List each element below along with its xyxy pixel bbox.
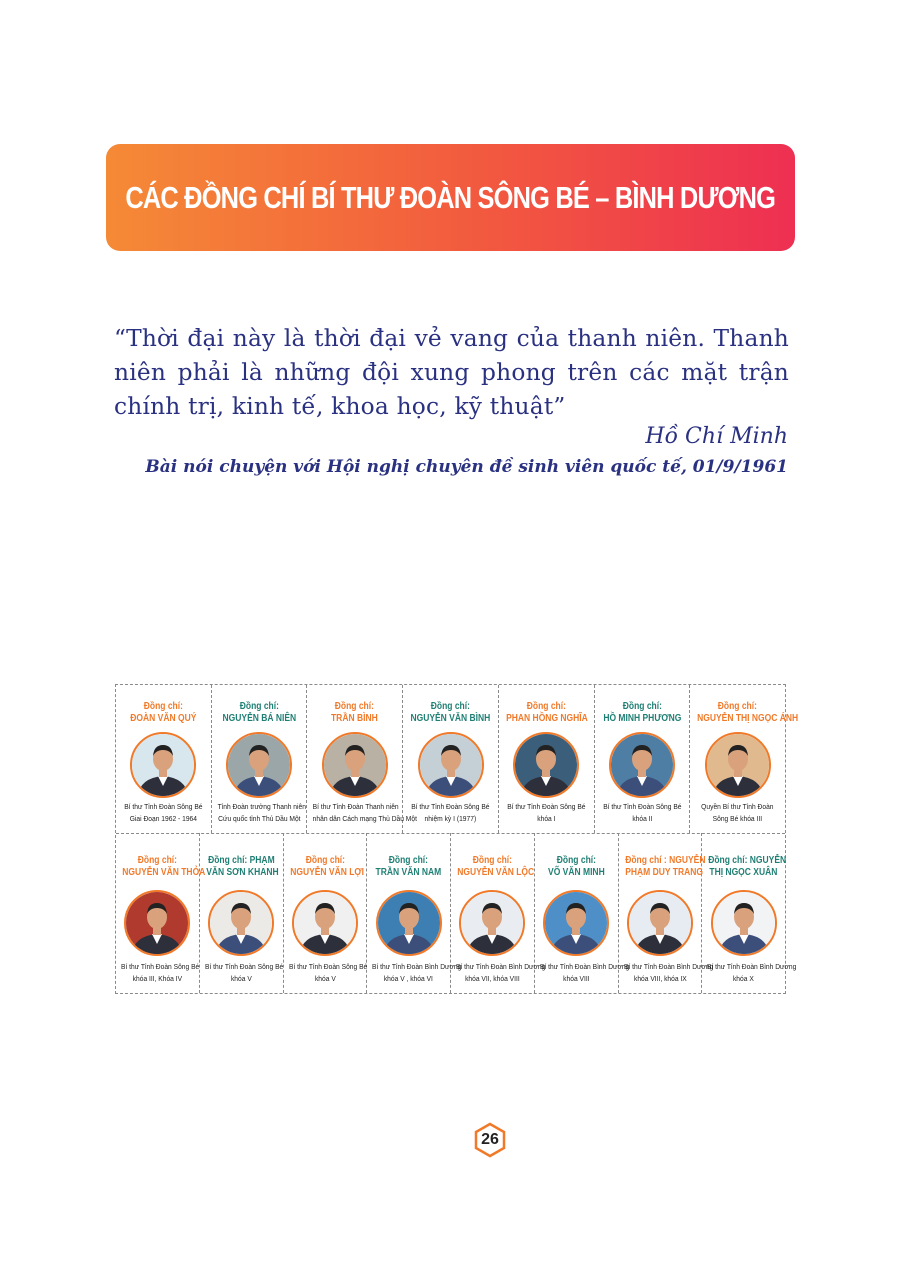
caption-line2: khóa X xyxy=(733,974,755,983)
caption-line1: Bí thư Tỉnh Đoàn Sông Bé xyxy=(411,802,490,811)
caption-line1: Bí thư Tỉnh Đoàn Bình Dương xyxy=(623,962,713,971)
secretary-name-line2: NGUYỄN THỊ NGỌC ÁNH xyxy=(697,713,799,724)
caption-line2: Sông Bé khóa III xyxy=(712,814,763,823)
portrait-photo xyxy=(609,732,675,798)
secretary-name-line1: Đồng chí: xyxy=(239,701,279,712)
secretary-name-line1: Đồng chí: PHẠM xyxy=(207,855,275,866)
portrait-photo xyxy=(459,890,525,956)
secretary-name xyxy=(123,701,204,727)
secretary-caption xyxy=(696,801,779,825)
caption-line2: khóa V xyxy=(230,974,252,983)
secretary-name xyxy=(205,855,279,881)
secretary-card xyxy=(307,685,418,833)
secretary-name-line1: Đồng chí: xyxy=(526,701,566,712)
caption-line1: Bí thư Tỉnh Đoàn Sông Bé xyxy=(507,802,586,811)
portrait-photo xyxy=(543,890,609,956)
secretary-name-line2: PHAN HỒNG NGHĨA xyxy=(505,713,588,724)
secretary-name-line1: Đồng chí: xyxy=(472,855,512,866)
secretary-name xyxy=(219,701,300,727)
secretary-card xyxy=(702,833,797,993)
secretary-card xyxy=(284,833,368,993)
caption-line1: Quyền Bí thư Tỉnh Đoàn xyxy=(701,802,774,811)
secretary-name-line2: PHẠM DUY TRANG xyxy=(624,867,703,878)
secretary-card xyxy=(451,833,546,993)
secretary-card xyxy=(200,833,284,993)
caption-line2: khóa V xyxy=(314,974,336,983)
portrait-photo xyxy=(418,732,484,798)
portrait-photo xyxy=(513,732,579,798)
secretary-caption xyxy=(707,961,797,985)
secretary-name-line2: NGUYỄN VĂN BÌNH xyxy=(410,713,491,724)
secretary-name-line2: NGUYỄN VĂN LỘC xyxy=(457,867,535,878)
caption-line2: khóa I xyxy=(537,814,556,823)
secretary-name xyxy=(602,701,683,727)
caption-line2: nhân dân Cách mạng Thủ Dầu Một xyxy=(313,814,418,823)
secretary-caption xyxy=(204,961,283,985)
secretary-card xyxy=(116,685,212,833)
secretary-card xyxy=(367,833,462,993)
portrait-photo xyxy=(322,732,388,798)
caption-line1: Bí thư Tỉnh Đoàn Sông Bé xyxy=(602,802,682,811)
caption-line1: Bí thư Tỉnh Đoàn Sông Bé xyxy=(288,962,367,971)
secretary-name xyxy=(697,701,799,727)
quote-author: Hồ Chí Minh xyxy=(645,424,788,449)
secretary-name xyxy=(373,855,443,881)
portrait-photo xyxy=(705,732,771,798)
secretary-caption xyxy=(455,961,546,985)
secretary-name xyxy=(289,855,364,881)
secretary-name xyxy=(410,701,491,727)
secretary-name-line1: Đồng chí: xyxy=(137,855,177,866)
portrait-photo xyxy=(292,890,358,956)
quote-text: “Thời đại này là thời đại vẻ vang của thanh niên. Thanh niên phải là những đội xung phong trên các mặt trận chính trị, kinh tế, khoa học, kỹ thuật” xyxy=(114,325,789,420)
secretary-name-line1: Đồng chí: xyxy=(556,855,596,866)
secretary-caption xyxy=(288,961,367,985)
secretary-name-line2: NGUYỄN VĂN LỢI xyxy=(289,867,364,878)
caption-line2: khóa VIII xyxy=(562,974,590,983)
secretary-caption xyxy=(120,961,200,985)
caption-line2: nhiệm kỳ I (1977) xyxy=(424,814,477,823)
secretary-caption xyxy=(409,801,492,825)
secretary-name xyxy=(315,701,396,727)
secretary-card xyxy=(499,685,595,833)
secretary-name-line2: ĐOÀN VĂN QUÝ xyxy=(130,713,197,724)
quote-source: Bài nói chuyện với Hội nghị chuyên đề sinh viên quốc tế, 01/9/1961 xyxy=(145,457,788,477)
portrait-photo xyxy=(208,890,274,956)
secretary-name-line2: HỒ MINH PHƯƠNG xyxy=(602,713,681,724)
secretary-name-line1: Đồng chí: xyxy=(622,701,662,712)
grid-row-1 xyxy=(116,685,799,834)
page-number-badge xyxy=(474,1122,506,1158)
secretary-name xyxy=(624,855,705,881)
secretary-name-line2: NGUYỄN VĂN THỎA xyxy=(122,867,206,878)
secretary-name-line2: TRẦN VĂN NAM xyxy=(375,867,442,878)
secretaries-grid xyxy=(115,684,799,994)
secretary-caption xyxy=(372,961,462,985)
grid-row-2 xyxy=(116,833,797,993)
secretary-caption xyxy=(623,961,713,985)
caption-line1: Bí thư Tỉnh Đoàn Thanh niên xyxy=(313,802,400,811)
secretary-name-line2: NGUYỄN BÁ NIÊN xyxy=(222,713,296,724)
secretary-name xyxy=(457,855,535,881)
caption-line2: khóa III, Khóa IV xyxy=(132,974,183,983)
caption-line1: Bí thư Tỉnh Đoàn Sông Bé xyxy=(120,962,200,971)
portrait-photo xyxy=(130,732,196,798)
caption-line2: khóa II xyxy=(631,814,652,823)
secretary-name-line1: Đồng chí: xyxy=(143,701,183,712)
secretary-name-line2: THỊ NGỌC XUÂN xyxy=(709,867,778,878)
secretary-card xyxy=(619,833,713,993)
page-number: 26 xyxy=(481,1131,499,1148)
portrait-photo xyxy=(627,890,693,956)
caption-line2: Giai Đoạn 1962 - 1964 xyxy=(129,814,197,823)
caption-line1: Bí thư Tỉnh Đoàn Bình Dương xyxy=(707,962,797,971)
secretary-card xyxy=(690,685,799,833)
caption-line1: Bí thư Tỉnh Đoàn Bình Dương xyxy=(455,962,546,971)
caption-line1: Bí thư Tỉnh Đoàn Bình Dương xyxy=(372,962,462,971)
secretary-name-line1: Đồng chí : NGUYỄN xyxy=(624,855,705,866)
portrait-photo xyxy=(226,732,292,798)
secretary-name-line2: VÕ VĂN MINH xyxy=(547,867,605,878)
page-title: CÁC ĐỒNG CHÍ BÍ THƯ ĐOÀN SÔNG BÉ – BÌNH DƯƠNG xyxy=(125,179,776,215)
portrait-photo xyxy=(124,890,190,956)
secretary-name xyxy=(541,855,611,881)
secretary-caption xyxy=(505,801,588,825)
secretary-name xyxy=(122,855,206,881)
secretary-name xyxy=(506,701,587,727)
caption-line1: Tỉnh Đoàn trưởng Thanh niên xyxy=(217,802,306,811)
secretary-caption xyxy=(600,801,683,825)
caption-line2: Cứu quốc tỉnh Thủ Dầu Một xyxy=(217,814,301,823)
caption-line2: khóa VII, khóa VIII xyxy=(465,974,520,983)
caption-line1: Bí thư Tỉnh Đoàn Bình Dương xyxy=(539,962,630,971)
secretary-name-line1: Đồng chí: xyxy=(335,701,375,712)
secretary-name-line2: VĂN SƠN KHANH xyxy=(205,867,279,878)
secretary-name-line1: Đồng chí: xyxy=(718,701,758,712)
secretary-caption xyxy=(122,801,205,825)
secretary-caption xyxy=(539,961,630,985)
secretary-card xyxy=(212,685,308,833)
secretary-card xyxy=(116,833,206,993)
secretary-name-line1: Đồng chí: NGUYỄN xyxy=(708,855,787,866)
secretary-name-line1: Đồng chí: xyxy=(305,855,345,866)
secretary-name-line1: Đồng chí: xyxy=(430,701,471,712)
portrait-photo xyxy=(376,890,442,956)
secretary-name-line2: TRẦN BÌNH xyxy=(331,713,379,724)
secretary-card xyxy=(403,685,499,833)
secretary-card xyxy=(535,833,630,993)
portrait-photo xyxy=(711,890,777,956)
secretary-name-line1: Đồng chí: xyxy=(389,855,429,866)
caption-line1: Bí thư Tỉnh Đoàn Sông Bé xyxy=(124,802,203,811)
secretary-caption xyxy=(217,801,306,825)
secretary-name xyxy=(708,855,787,881)
secretary-card xyxy=(595,685,691,833)
caption-line1: Bí thư Tỉnh Đoàn Sông Bé xyxy=(204,962,283,971)
title-banner xyxy=(106,144,795,251)
caption-line2: khóa V , khóa VI xyxy=(384,974,434,983)
caption-line2: khóa VIII, khóa IX xyxy=(633,974,687,983)
secretary-caption xyxy=(313,801,418,825)
